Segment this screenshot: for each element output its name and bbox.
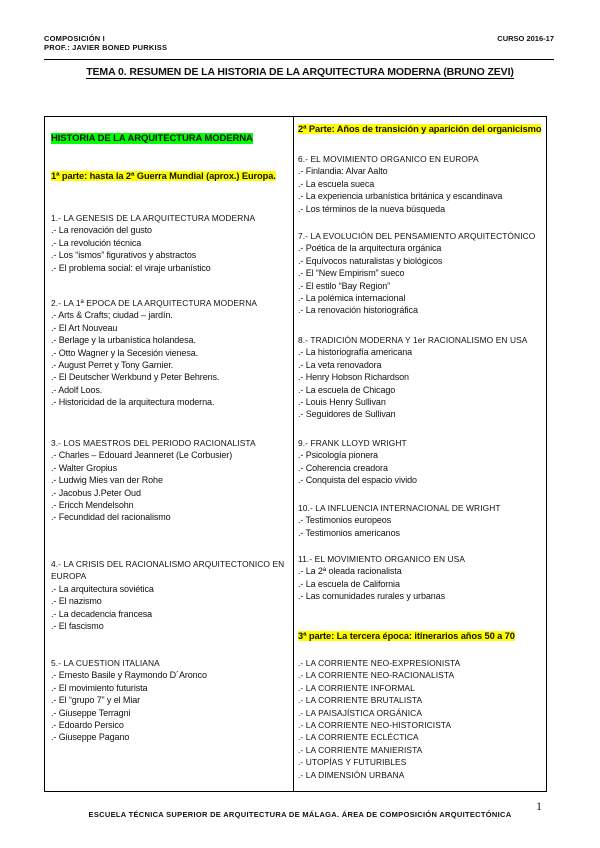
- section-7: [298, 230, 535, 317]
- list-item: .- Historicidad de la arquitectura moderna.: [51, 397, 215, 408]
- section-1: [51, 212, 255, 274]
- section-heading: 10.- LA INFLUENCIA INTERNACIONAL DE WRIGHT: [298, 503, 501, 513]
- list-item: .- Berlage y la urbanística holandesa.: [51, 335, 196, 346]
- list-item: .- Arts & Crafts; ciudad – jardín.: [51, 310, 173, 321]
- list-item: .- La arquitectura soviética: [51, 583, 154, 594]
- list-item: .- Adolf Loos.: [51, 384, 103, 395]
- part1-block: [51, 170, 276, 182]
- list-item: .- La revolución técnica: [51, 237, 142, 248]
- main-title: HISTORIA DE LA ARQUITECTURA MODERNA: [51, 133, 253, 144]
- section-heading: 1.- LA GENESIS DE LA ARQUITECTURA MODERNA: [51, 213, 256, 223]
- course-year: CURSO 2016-17: [497, 34, 554, 43]
- list-item: .- La experiencia urbanística británica y escandinava: [298, 191, 503, 202]
- list-item: .- Fecundidad del racionalismo: [51, 512, 171, 523]
- list-item: .- Finlandia: Alvar Aalto: [298, 166, 388, 177]
- section-heading: 2.- LA 1ª EPOCA DE LA ARQUITECTURA MODERNA: [51, 298, 258, 308]
- list-item: .- El Art Nouveau: [51, 322, 118, 333]
- list-item: .- El problema social: el viraje urbanístico: [51, 262, 211, 273]
- list-item: .- Ernesto Basile y Raymondo D´Aronco: [51, 670, 207, 681]
- list-item: .- La veta renovadora: [298, 359, 382, 370]
- list-item: .- Henry Hobson Richardson: [298, 372, 409, 383]
- list-item: .- LA PAISAJÍSTICA ORGÁNICA: [298, 707, 423, 718]
- list-item: .- La historiografía americana: [298, 347, 413, 358]
- list-item: .- Seguidores de Sullivan: [298, 409, 396, 420]
- list-item: .- El Deutscher Werkbund y Peter Behrens.: [51, 372, 220, 383]
- list-item: .- Charles – Edouard Jeanneret (Le Corbusier): [51, 450, 233, 461]
- list-item: .- UTOPÍAS Y FUTURIBLES: [298, 757, 407, 768]
- list-item: .- Giuseppe Terragni: [51, 707, 131, 718]
- section-6: [298, 153, 502, 215]
- list-item: .- La escuela sueca: [298, 178, 375, 189]
- section-heading: 11.- EL MOVIMIENTO ORGANICO EN USA: [298, 554, 466, 564]
- list-item: .- Ludwig Mies van der Rohe: [51, 475, 163, 486]
- list-item: .- Ericch Mendelsohn: [51, 500, 134, 511]
- list-item: .- Conquista del espacio vivido: [298, 475, 417, 486]
- list-item: .- LA CORRIENTE NEO-EXPRESIONISTA: [298, 658, 461, 668]
- list-item: .- Testimonios europeos: [298, 515, 392, 526]
- list-item: .- Equívocos naturalistas y biológicos: [298, 255, 443, 266]
- section-8: [298, 334, 527, 421]
- header-left: [44, 34, 167, 52]
- list-item: .- Otto Wagner y la Secesión vienesa.: [51, 347, 199, 358]
- list-item: .- August Perret y Tony Garnier.: [51, 360, 174, 371]
- list-item: .- El fascismo: [51, 621, 104, 632]
- list-item: .- Poética de la arquitectura orgánica: [298, 243, 442, 254]
- page-number: 1: [536, 799, 542, 813]
- list-item: .- LA CORRIENTE NEO-RACIONALISTA: [298, 670, 455, 681]
- part1-title: 1ª parte: hasta la 2ª Guerra Mundial (aprox.) Europa.: [51, 171, 276, 181]
- list-item: .- LA CORRIENTE MANIERISTA: [298, 744, 423, 755]
- list-item: .- Los términos de la nueva búsqueda: [298, 203, 445, 214]
- list-item: .- El estilo “Bay Region”: [298, 280, 391, 291]
- list-item: .- La renovación del gusto: [51, 225, 152, 236]
- list-item: .- LA CORRIENTE BRUTALISTA: [298, 695, 423, 706]
- list-item: .- Louis Henry Sullivan: [298, 397, 386, 408]
- list-item: .- La renovación historiográfica: [298, 305, 418, 316]
- section-heading: 6.- EL MOVIMIENTO ORGANICO EN EUROPA: [298, 154, 479, 164]
- section-heading: 4.- LA CRISIS DEL RACIONALISMO ARQUITECTONICO EN: [51, 559, 285, 569]
- section-heading: 5.- LA CUESTION ITALIANA: [51, 658, 160, 668]
- course-name: COMPOSICIÓN I: [44, 34, 105, 43]
- list-item: .- La polémica internacional: [298, 293, 406, 304]
- page-title: TEMA 0. RESUMEN DE LA HISTORIA DE LA ARQUITECTURA MODERNA (BRUNO ZEVI): [86, 66, 514, 78]
- section-heading: 8.- TRADICIÓN MODERNA Y 1er RACIONALISMO EN USA: [298, 335, 528, 345]
- part3-list: [298, 657, 460, 781]
- professor-name: PROF.: JAVIER BONED PURKISS: [44, 43, 168, 52]
- section-heading: 7.- LA EVOLUCIÓN DEL PENSAMIENTO ARQUITECTÓNICO: [298, 231, 536, 241]
- main-title-block: [51, 132, 253, 145]
- section-heading: 3.- LOS MAESTROS DEL PERIODO RACIONALISTA: [51, 438, 256, 448]
- list-item: .- El “grupo 7” y el Miar: [51, 695, 141, 706]
- column-divider: [293, 117, 294, 791]
- list-item: .- LA CORRIENTE INFORMAL: [298, 682, 415, 693]
- list-item: .- El “New Empirism” sueco: [298, 268, 405, 279]
- list-item: .- El movimiento futurista: [51, 682, 148, 693]
- footer: ESCUELA TÉCNICA SUPERIOR DE ARQUITECTURA DE MÁLAGA. ÁREA DE COMPOSICIÓN ARQUITECTÓNICA: [88, 810, 512, 819]
- list-item: .- Los “ismos” figurativos y abstractos: [51, 250, 197, 261]
- section-2: [51, 297, 257, 409]
- section-5: [51, 657, 207, 744]
- list-item: .- LA CORRIENTE NEO-HISTORICISTA: [298, 720, 452, 731]
- section-heading-cont: EUROPA: [51, 571, 87, 582]
- part3-block: [298, 630, 515, 642]
- list-item: .- La decadencia francesa: [51, 608, 153, 619]
- list-item: .- Walter Gropius: [51, 462, 117, 473]
- list-item: .- La 2ª oleada racionalista: [298, 566, 402, 577]
- section-3: [51, 437, 256, 524]
- list-item: .- LA DIMENSIÓN URBANA: [298, 769, 405, 780]
- list-item: .- LA CORRIENTE ECLÉCTICA: [298, 732, 419, 743]
- list-item: .- Jacobus J.Peter Oud: [51, 487, 141, 498]
- list-item: .- La escuela de Chicago: [298, 384, 396, 395]
- list-item: .- Psicología pionera: [298, 450, 378, 461]
- list-item: .- El nazismo: [51, 596, 102, 607]
- list-item: .- Giuseppe Pagano: [51, 732, 130, 743]
- list-item: .- La escuela de California: [298, 578, 400, 589]
- header-divider: [44, 59, 554, 60]
- part3-title: 3ª parte: La tercera época: itinerarios años 50 a 70: [298, 631, 515, 641]
- section-11: [298, 553, 465, 603]
- section-10: [298, 502, 501, 539]
- part2-title: 2ª Parte: Años de transición y aparición del organicismo: [298, 124, 542, 134]
- content-table: [44, 116, 547, 792]
- list-item: .- Edoardo Persico: [51, 720, 124, 731]
- list-item: .- Coherencia creadora: [298, 462, 388, 473]
- section-9: [298, 437, 417, 487]
- section-4: [51, 558, 284, 632]
- part2-block: [298, 123, 541, 135]
- list-item: .- Testimonios americanos: [298, 527, 400, 538]
- list-item: .- Las comunidades rurales y urbanas: [298, 591, 445, 602]
- section-heading: 9.- FRANK LLOYD WRIGHT: [298, 438, 407, 448]
